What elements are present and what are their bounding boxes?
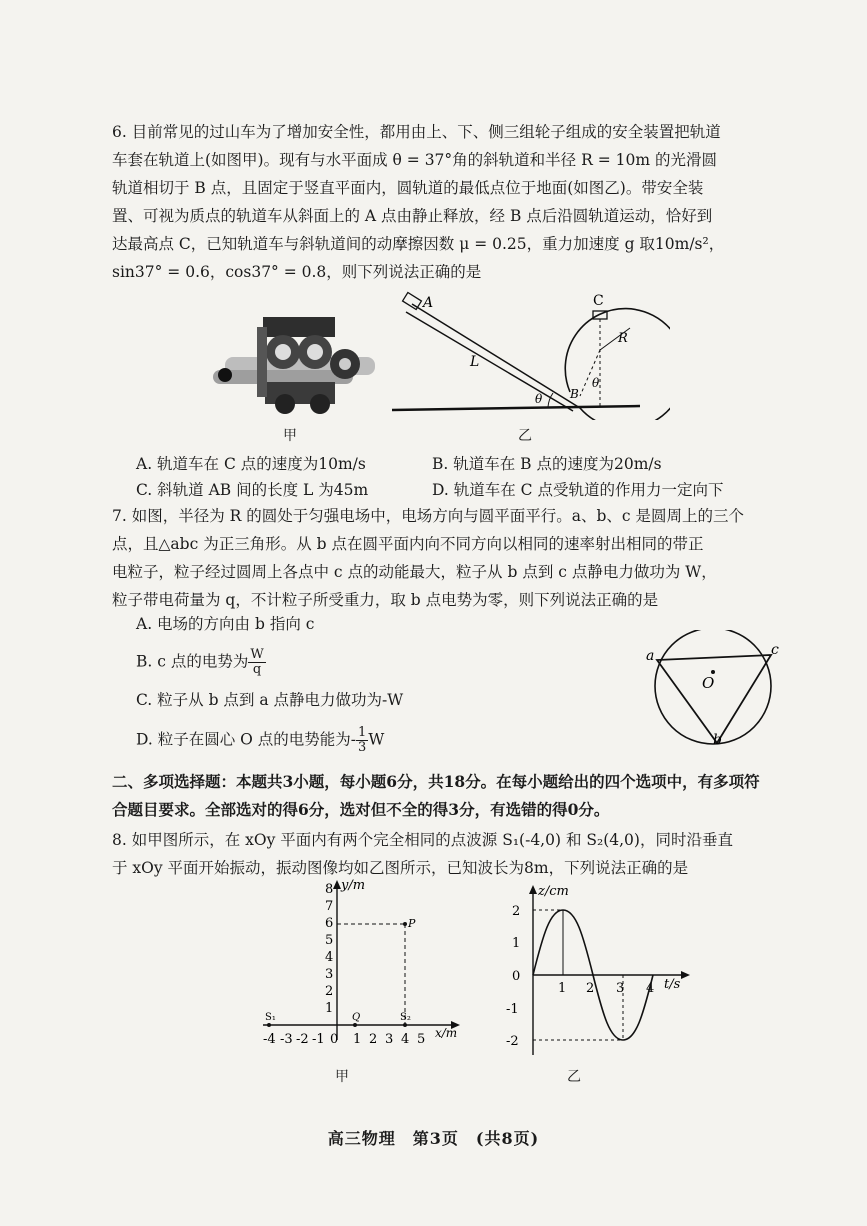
question-7-text bbox=[112, 502, 762, 614]
q7-label-O: O bbox=[702, 674, 715, 692]
xtick: 2 bbox=[369, 1032, 378, 1047]
q7-label-c: c bbox=[771, 642, 779, 658]
ytick: 6 bbox=[325, 916, 334, 931]
q8-point-Q: Q bbox=[352, 1012, 361, 1023]
q7-circle-triangle-diagram bbox=[640, 630, 780, 750]
q7-option-d-unit: W bbox=[368, 730, 385, 749]
q8-point-S1: S₁ bbox=[265, 1012, 276, 1023]
section-2-line-1: 二、多项选择题：本题共3小题，每小题6分，共18分。在每小题给出的四个选项中，有多项符 bbox=[112, 772, 760, 791]
ytick: 1 bbox=[325, 1001, 334, 1016]
q8-jia-yticks bbox=[325, 882, 333, 1016]
q6-line-1: 6. 目前常见的过山车为了增加安全性，都用由上、下、侧三组轮子组成的安全装置把轨道 bbox=[112, 123, 721, 141]
ytick: 1 bbox=[512, 936, 521, 951]
ytick: 2 bbox=[325, 984, 334, 999]
q6-figure-jia-caption: 甲 bbox=[283, 428, 297, 444]
q8-yi-xlabel: t/s bbox=[664, 977, 681, 992]
xtick: 5 bbox=[417, 1032, 426, 1047]
xtick: 1 bbox=[558, 981, 567, 996]
q7-d-denominator: 3 bbox=[358, 740, 367, 755]
ytick: 7 bbox=[325, 899, 334, 914]
q6-figure-yi-caption: 乙 bbox=[518, 428, 532, 444]
q7-label-b: b bbox=[713, 732, 722, 748]
q6-option-d: D. 轨道车在 C 点受轨道的作用力一定向下 bbox=[432, 481, 724, 499]
q8-figure-jia-caption: 甲 bbox=[335, 1069, 349, 1085]
q8-line-1: 8. 如甲图所示，在 xOy 平面内有两个完全相同的点波源 S₁(-4,0) 和 S₂(4,0)，同时沿垂直 bbox=[112, 831, 733, 849]
xtick: 0 bbox=[330, 1032, 339, 1047]
q8-yi-yticks bbox=[506, 904, 520, 1049]
xtick: -2 bbox=[296, 1032, 309, 1047]
q7-option-d bbox=[136, 726, 384, 755]
q7-b-denominator: q bbox=[252, 662, 262, 677]
section-2-heading bbox=[112, 768, 772, 824]
q7-line-3: 电粒子，粒子经过圆周上各点中 c 点的动能最大，粒子从 b 点到 c 点静电力做功为 W， bbox=[112, 563, 717, 581]
q6-line-5: 达最高点 C，已知轨道车与斜轨道间的动摩擦因数 μ = 0.25，重力加速度 g 取10m/s²， bbox=[112, 235, 725, 253]
q8-yi-xticks bbox=[558, 981, 654, 996]
q6-label-C: C bbox=[593, 293, 604, 309]
xtick: -3 bbox=[280, 1032, 293, 1047]
q7-option-c: C. 粒子从 b 点到 a 点静电力做功为-W bbox=[136, 691, 404, 709]
xtick: 3 bbox=[385, 1032, 394, 1047]
q7-b-numerator: W bbox=[250, 647, 264, 662]
q8-jia-xticks bbox=[263, 1032, 425, 1047]
ytick: 3 bbox=[325, 967, 334, 982]
q7-line-2: 点，且△abc 为正三角形。从 b 点在圆平面内向不同方向以相同的速率射出相同的带正 bbox=[112, 535, 704, 553]
q7-d-numerator: 1 bbox=[358, 725, 367, 740]
ytick: 4 bbox=[325, 950, 334, 965]
q7-option-b-text: B. c 点的电势为 bbox=[136, 652, 249, 671]
q6-label-L: L bbox=[470, 354, 480, 370]
q6-option-c: C. 斜轨道 AB 间的长度 L 为45m bbox=[136, 481, 369, 499]
ytick: 8 bbox=[325, 882, 334, 897]
ytick: 2 bbox=[512, 904, 521, 919]
q8-point-S2: S₂ bbox=[400, 1012, 411, 1023]
section-2-line-2: 合题目要求。全部选对的得6分，选对但不全的得3分，有选错的得0分。 bbox=[112, 800, 610, 819]
q6-option-a: A. 轨道车在 C 点的速度为10m/s bbox=[136, 455, 366, 473]
q6-label-R: R bbox=[618, 331, 628, 346]
q6-label-A: A bbox=[423, 295, 434, 311]
xtick: 4 bbox=[646, 981, 655, 996]
q8-figure-yi-caption: 乙 bbox=[567, 1069, 581, 1085]
ytick: -1 bbox=[506, 1002, 519, 1017]
q6-label-B: B bbox=[570, 387, 579, 401]
ytick: 0 bbox=[512, 969, 521, 984]
q8-line-2: 于 xOy 平面开始振动，振动图像均如乙图所示，已知波长为8m，下列说法正确的是 bbox=[112, 859, 689, 877]
ytick: -2 bbox=[506, 1034, 519, 1049]
q6-figure-jia-photo bbox=[205, 312, 380, 417]
xtick: -4 bbox=[263, 1032, 276, 1047]
q6-option-b: B. 轨道车在 B 点的速度为20m/s bbox=[432, 455, 662, 473]
q6-figure-yi-diagram bbox=[390, 290, 670, 420]
q7-line-1: 7. 如图，半径为 R 的圆处于匀强电场中，电场方向与圆平面平行。a、b、c 是圆周上的三个 bbox=[112, 507, 745, 525]
q7-label-a: a bbox=[646, 648, 655, 664]
xtick: 2 bbox=[586, 981, 595, 996]
q8-figure-jia-coordinates bbox=[255, 875, 465, 1075]
xtick: 4 bbox=[401, 1032, 410, 1047]
q8-yi-ylabel: z/cm bbox=[538, 884, 569, 899]
q6-label-theta-2: θ bbox=[592, 376, 600, 390]
xtick: -1 bbox=[312, 1032, 325, 1047]
q8-point-P: P bbox=[408, 917, 416, 930]
q8-figure-yi-vibration-graph bbox=[500, 880, 700, 1060]
xtick: 1 bbox=[353, 1032, 362, 1047]
q6-line-4: 置、可视为质点的轨道车从斜面上的 A 点由静止释放，经 B 点后沿圆轨道运动，恰好到 bbox=[112, 207, 713, 225]
question-6-text bbox=[112, 118, 762, 286]
ytick: 5 bbox=[325, 933, 334, 948]
q6-line-6: sin37° = 0.6，cos37° = 0.8，则下列说法正确的是 bbox=[112, 263, 482, 281]
q7-option-a: A. 电场的方向由 b 指向 c bbox=[136, 615, 315, 633]
q6-line-2: 车套在轨道上(如图甲)。现有与水平面成 θ = 37°角的斜轨道和半径 R = 10m 的光滑圆 bbox=[112, 151, 717, 169]
q7-line-4: 粒子带电荷量为 q，不计粒子所受重力，取 b 点电势为零，则下列说法正确的是 bbox=[112, 591, 659, 609]
q8-jia-xlabel: x/m bbox=[435, 1026, 458, 1040]
xtick: 3 bbox=[616, 981, 625, 996]
q7-option-b bbox=[136, 648, 266, 677]
q7-option-b-fraction bbox=[248, 648, 265, 677]
q7-option-d-fraction bbox=[356, 726, 368, 755]
question-8-text bbox=[112, 826, 762, 882]
page-footer: 高三物理 第3页 (共8页) bbox=[327, 1129, 540, 1148]
q7-option-d-text: D. 粒子在圆心 O 点的电势能为- bbox=[136, 730, 357, 749]
q6-line-3: 轨道相切于 B 点，且固定于竖直平面内，圆轨道的最低点位于地面(如图乙)。带安全装 bbox=[112, 179, 704, 197]
q8-jia-ylabel: y/m bbox=[341, 878, 366, 893]
q6-label-theta-1: θ bbox=[535, 392, 543, 406]
